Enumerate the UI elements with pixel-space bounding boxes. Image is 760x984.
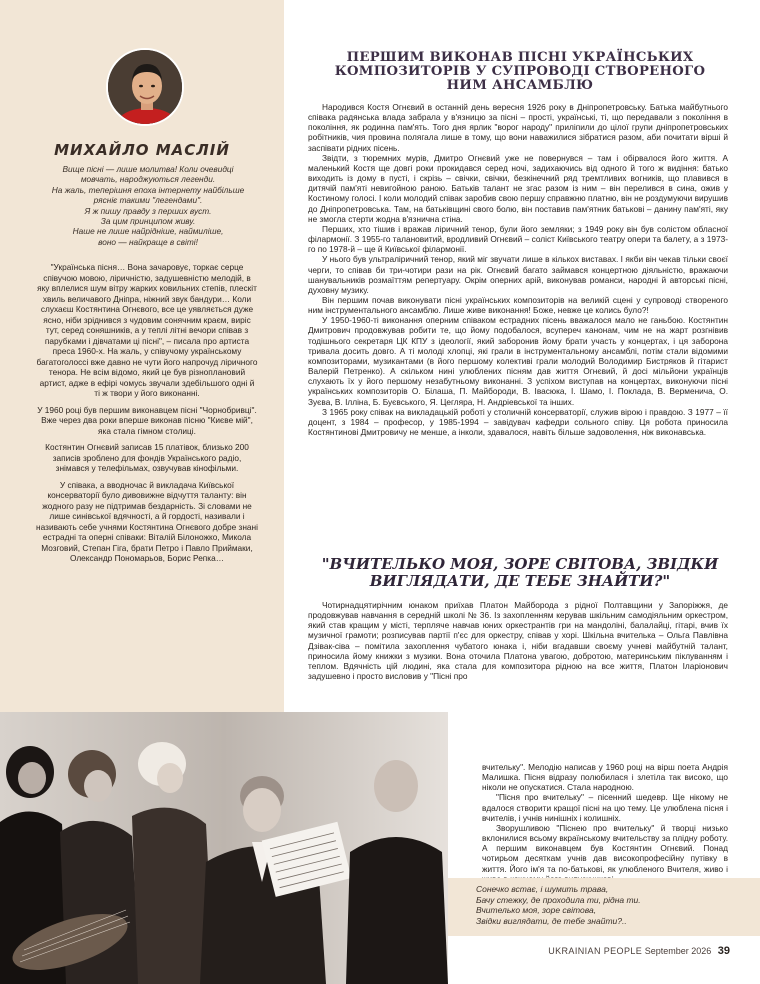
paragraph: "Українська пісня… Вона зачаровує, торкає серце співучою мовою, ліричністю, задушевністю мелодій, в яку вплелися шум вітру жарких ковильних степів, плескіт хвиль величавого Дніпра, ніжний звук бандури… Коли слухаєш Костянтина Огнєвого, все це уявляється дуже ясно, ніби зріднився з чудовим сонячним краєм, виріс тут, серед соняшників, а у теплі літні вечори співав з парубками і дівчатами ці пісні", – писала про артиста преса 1960-х. На жаль, у співучому українському багатоголоссі вже давно не чути його напрочуд ліричного тенора. Не всім відомо, який це був різноплановий артист, адже в ефірі чомусь звучали здебільшого одні й ті ж твори у його виконанні.: [36, 262, 258, 398]
paragraph: У співака, а вводночас й викладача Київської консерваторії було дивовижне відчуття таланту: він жодного разу не підтримав бездарність. Зі словами не лише синівської вдячності, а й гордості, називали і називають себе учнями Костянтина Огнєвого добре знані естрадні та оперні співаки: Віталій Білоножко, Микола Мозговий, Степан Гіга, брати Петро і Павло Приймаки, Олександр Пономарьов, Борис Репка…: [36, 479, 258, 563]
author-name: МИХАЙЛО МАСЛІЙ: [54, 141, 230, 159]
paragraph: Народився Костя Огнєвий в останній день вересня 1926 року в Дніпропетровську. Батька майбутнього співака радянська влада забрала у в'язницю за пісні – прості, українські, ті, що передавали з покоління в покоління, як родинна пам'ять. Того дня ярлик "ворог народу" приліпили до цілої групи дніпропетровських робітників, чия провина полягала лише в тому, що вони наважилися зібратися разом, аби почитати вірші й заспівати рідних пісень.: [308, 102, 728, 153]
page-footer: [548, 945, 730, 957]
song-excerpt: [448, 878, 760, 936]
poem-line: Звідки виглядати, де тебе знайти?..: [476, 915, 627, 926]
section-headline: ПЕРШИМ ВИКОНАВ ПІСНІ УКРАЇНСЬКИХ КОМПОЗИТОРІВ У СУПРОВОДІ СТВОРЕНОГО НИМ АНСАМБЛЮ: [334, 50, 706, 93]
paragraph: З 1965 року співак на викладацькій роботі у столичній консерваторії, служив вірою і правдою. З 1977 – її доцент, з 1984 – професор, у 1985-1994 – завідувач кафедри сольного співу. Ця робота приносила Костянтинові Дмитровичу не менше, а інколи, здавалося, навіть більше задоволення, ніж виконавська.: [308, 406, 728, 437]
paragraph: Костянтин Огнєвий записав 15 платівок, близько 200 записів зроблено для фондів Українського радіо, знімався у телефільмах, озвучував кінофільми.: [45, 442, 249, 473]
section-headline-quote: "ВЧИТЕЛЬКО МОЯ, ЗОРЕ СВІТОВА, ЗВІДКИ ВИГЛЯДАТИ, ДЕ ТЕБЕ ЗНАЙТИ?": [321, 555, 719, 590]
poem-line: Бачу стежку, де проходила ти, рідна ти.: [476, 894, 641, 905]
paragraph: вчительку". Мелодію написав у 1960 році на вірш поета Андрія Малишка. Пісня відразу полюбилася і злетіла так високо, що ніколи не опускатися. Стала народною.: [482, 762, 728, 793]
poem-line: Вище пісні — лише молитва! Коли очевидці: [62, 164, 234, 174]
paragraph: У нього був ультраліричний тенор, який міг звучати лише в кількох виставах. І якби він чекав тільки своєї черги, то співав би три-чотири рази на рік. Огнєвий багато займався концертною діяльністю, вражаючи шанувальників розмаїттям репертуару. Окрім оперних арій, виконував романси, народні й авторські пісні, духовну музику.: [308, 254, 728, 295]
poem-line: мовчать, народжуються легенди.: [80, 174, 216, 185]
paragraph: Перших, хто тішив і вражав ліричний тенор, були його земляки; з 1949 року він був солістом обласної філармонії. З 1955-го талановитий, вродливий Огнєвий – соліст Київського театру опери та балету, а з 1973-го по 1978-й – ще й Київської філармонії.: [308, 223, 728, 255]
poem-line: Сонечко встає, і шумить трава,: [476, 884, 609, 894]
ensemble-photo: [0, 712, 448, 984]
paragraph: Він першим почав виконувати пісні українських композиторів на великій сцені у супроводі створеного ним інструментального ансамблю. Лише живе виконання! Боже, невже це колись було?!: [308, 294, 728, 316]
poem-line: рясніє такими "легендами".: [93, 195, 203, 206]
poem-line: Наше не лише найрідніше, наймиліше,: [72, 226, 224, 237]
section-1-text: [308, 102, 728, 437]
section-2-text: [308, 600, 728, 681]
paragraph: "Пісня про вчительку" – пісенний шедевр. Ще нікому не вдалося створити кращої пісні на цю тему. Це улюблена пісня і вчителів, і учнів нинішніх і колишніх.: [482, 792, 728, 823]
magazine-name: UKRAINIAN PEOPLE: [548, 946, 643, 956]
section-2-continued: [482, 762, 728, 884]
paragraph: У 1950-1960-ті виконання оперним співаком естрадних пісень вважалося мало не ганьбою. Костянтин Дмитрович продовжував робити те, що йому подобалося, всупереч канонам, чим не на жарт розгнівив тодішнього секретаря ЦК КПУ з ідеології, який заборонив йому брати участь у концертах, і ця заборона тривала досить довго. А ті молоді хлопці, які грали в інструментальному ансамблі, потім стали відомими композиторами, музикантами (в його першому колективі грали молодий Володимир Бистряков й гітарист Валерій Петренко). А скільком нині улюблених пісням дав життя Огнєвий, й досі мільйони українців слухають їх у його першому незабутньому виконанні. З успіхом виступав на концертах, виконуючи пісні українських композиторів О. Білаша, П. Майбороди, В. Івасюка, І. Шамо, І. Покладa, В. Верменича, О. Зуєва, В. Ілліна, Б. Буєвського, Я. Цегляра, Н. Андріевської та інших.: [308, 315, 728, 407]
issue-date: September 2026: [644, 946, 712, 956]
poem-line: За цим принципом живу.: [100, 216, 196, 227]
paragraph: Зворушливою "Піснею про вчительку" й творці низько вклонилися всьому вкраїнському вчительству за плідну роботу. А першим виконавцем був Костянтин Огнєвий. Понад чотирьом десяткам учнів дав високопрофесійну путівку в життя. Його ім'я та по-батькові, як улюбленого Вчителя, живо і: [482, 822, 728, 874]
left-article-text: [36, 262, 258, 570]
paragraph: У 1960 році був першим виконавцем пісні "Чорнобривці". Вже через два роки вперше виконав пісню "Києве мій", яка стала гімном столиці.: [37, 404, 257, 436]
poem-line: Я ж пишу правду з перших вуст.: [84, 205, 212, 216]
paragraph: Звідти, з тюремних мурів, Дмитро Огнєвий уже не повернувся – там і обірвалося його життя. А маленький Костя ще довгі роки прокидався серед ночі, задихаючись від одного й того ж видіння: батько виходить із дому в пусті, і скрізь – свічки, свічки, безкінечний ряд тремтливих вогників, що плавився в дитячій пам'яті невигойною раною. Батьків талант не згас разом із ним – він перелився в сина, ожив у Костиному голосі. І коли молодий співак заробив свою першу справжню платню, він не роздумуючи вирушив до Дніпропетровська. Там, на батьківщині свого болю, він поставив пам'ятник батькові – данину пам'яті, яку не змогла стерти жодна в'язнична стіна.: [308, 152, 728, 224]
author-portrait: [106, 48, 184, 126]
paragraph: Чотирнадцятирічним юнаком приїхав Платон Майборода з рідної Полтавщини у Запоріжжя, де продовжував навчання в середній школі № 36. Із захопленням керував шкільним самодіяльним оркестром, який став кращим у місті, терпляче навчав юних оркестрантів гри на мандоліні, балалайці, гітарі, вчив їх музичної грамоти; розписував партії п'єс для оркестру, співав у хорі. Шкільна вчителька – Ольга Павлівна Дзівак-сіва – помітила захоплення чубатого юнака і, ніби вгадавши своєму учневі майбутній талант, приносила йому книжки з музики. Вона оточила Платона увагою, добротою, материнським піклуванням і теплом. Вдячність цій людині, яка стала для композитора рідною на все життя, Платон Іларіонович задушевно і просто висловив у "Пісні про: [308, 600, 728, 682]
page-number: 39: [717, 945, 730, 957]
poem-line: воно — найкраще в світі!: [98, 236, 198, 247]
author-poem: [30, 164, 266, 247]
poem-line: Вчителько моя, зоре світова,: [476, 905, 597, 915]
poem-line: На жаль, теперішня епоха інтернету найбільше: [51, 184, 245, 195]
